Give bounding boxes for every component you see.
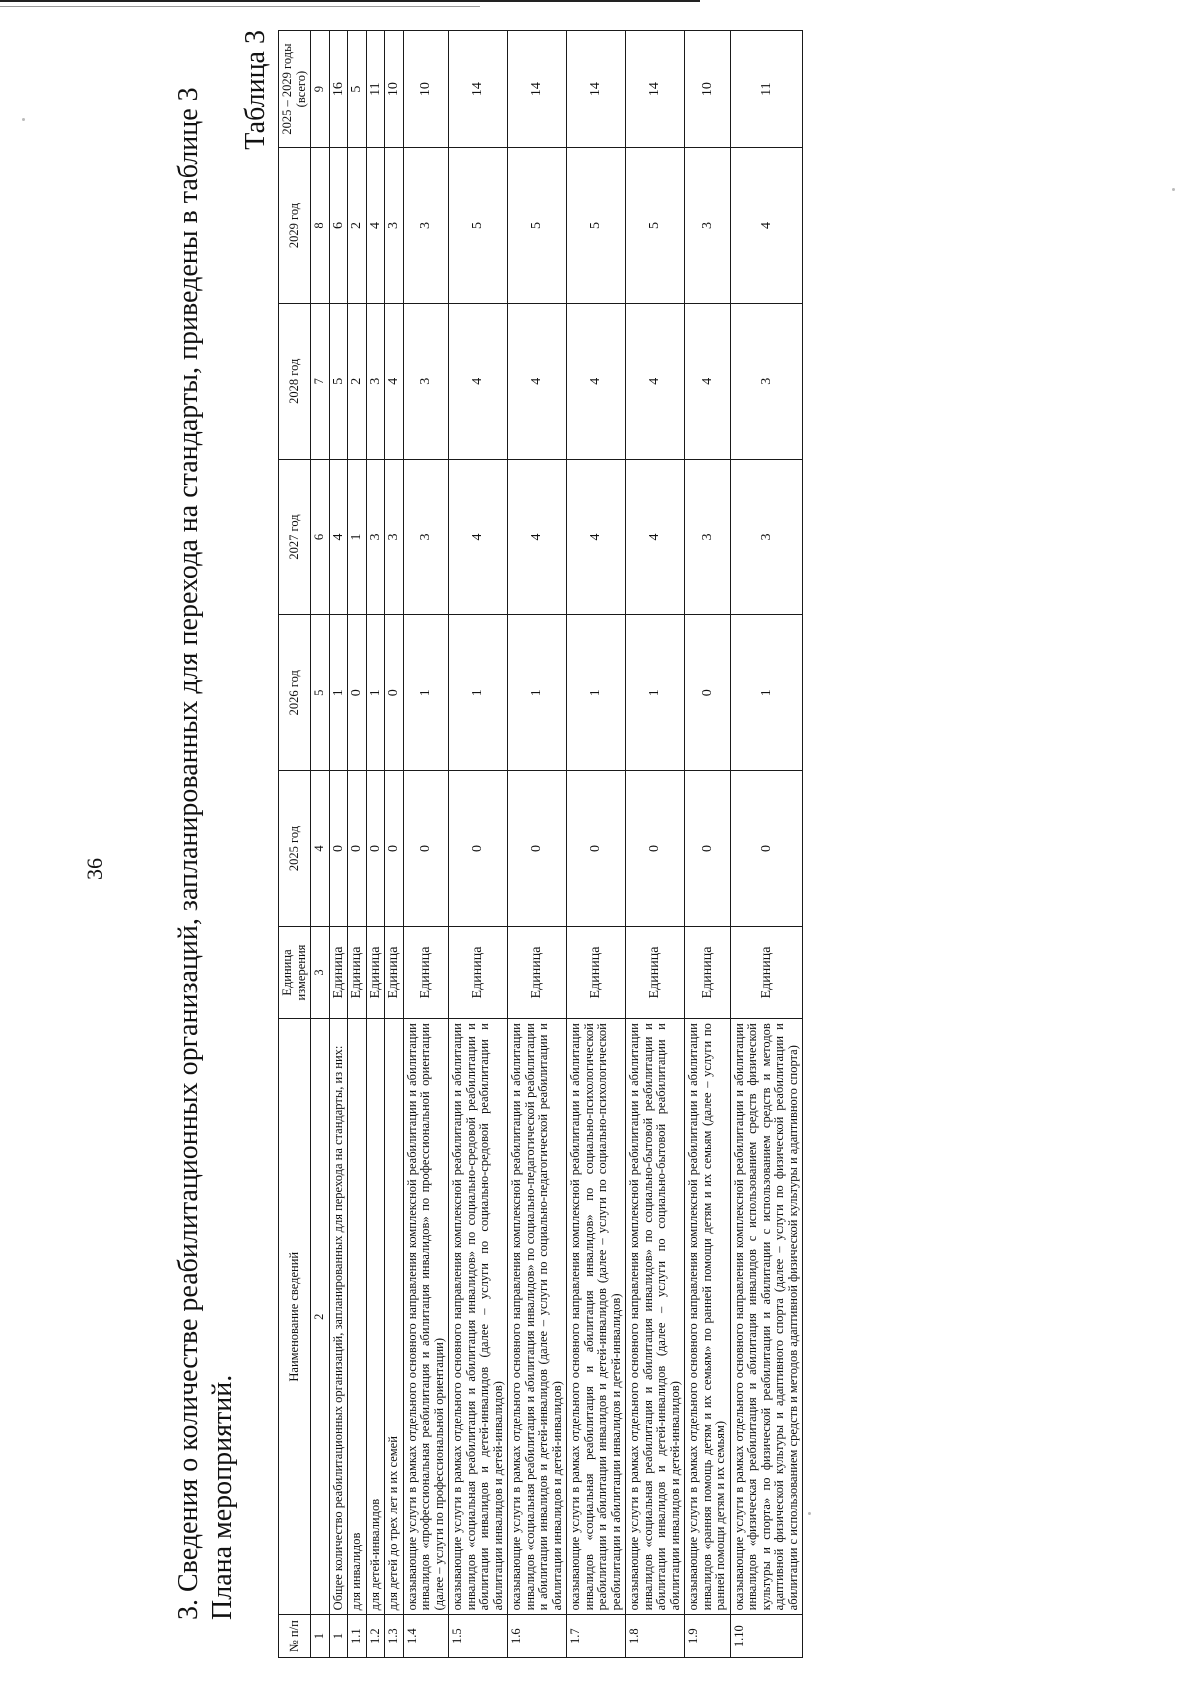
row-value-cell: 0 (403, 771, 449, 927)
row-value-cell: 0 (366, 771, 385, 927)
row-value-cell: 1 (626, 615, 685, 771)
row-value-cell: 5 (567, 148, 626, 304)
header-cell: Наименование сведений (279, 1019, 311, 1615)
row-value-cell: 4 (366, 148, 385, 304)
row-value-cell: 1 (567, 615, 626, 771)
header-cell: 2025 – 2029 годы (всего) (279, 31, 311, 148)
column-number-cell: 4 (311, 771, 330, 927)
row-value-cell: 4 (449, 303, 508, 459)
row-unit-cell: Единица (385, 926, 404, 1018)
header-cell: 2026 год (279, 615, 311, 771)
row-value-cell: 1 (403, 615, 449, 771)
row-name-cell: для детей-инвалидов (366, 1019, 385, 1615)
table-row (403, 31, 449, 1658)
row-value-cell: 1 (348, 459, 367, 615)
row-number-cell: 1.6 (508, 1615, 567, 1658)
row-value-cell: 3 (385, 459, 404, 615)
row-value-cell: 0 (449, 771, 508, 927)
row-value-cell: 3 (366, 303, 385, 459)
table-row (730, 31, 803, 1658)
row-value-cell: 5 (329, 303, 348, 459)
row-value-cell: 11 (730, 31, 803, 148)
row-value-cell: 5 (449, 148, 508, 304)
row-value-cell: 2 (348, 303, 367, 459)
table-column-number-row (311, 31, 330, 1658)
row-value-cell: 0 (626, 771, 685, 927)
table-row (626, 31, 685, 1658)
row-value-cell: 4 (626, 459, 685, 615)
row-value-cell: 4 (508, 303, 567, 459)
row-value-cell: 3 (403, 148, 449, 304)
row-value-cell: 6 (329, 148, 348, 304)
row-value-cell: 1 (508, 615, 567, 771)
row-value-cell: 3 (385, 148, 404, 304)
column-number-cell: 6 (311, 459, 330, 615)
row-value-cell: 3 (403, 303, 449, 459)
row-value-cell: 0 (348, 771, 367, 927)
row-value-cell: 4 (730, 148, 803, 304)
row-value-cell: 1 (449, 615, 508, 771)
row-value-cell: 3 (685, 459, 731, 615)
row-value-cell: 4 (626, 303, 685, 459)
row-value-cell: 5 (508, 148, 567, 304)
row-unit-cell: Единица (366, 926, 385, 1018)
row-name-cell: Общее количество реабилитационных организаций, запланированных для перехода на стандарты, из них: (329, 1019, 348, 1615)
row-number-cell: 1.1 (348, 1615, 367, 1658)
row-value-cell: 4 (385, 303, 404, 459)
row-value-cell: 4 (449, 459, 508, 615)
row-number-cell: 1.5 (449, 1615, 508, 1658)
header-cell: № п/п (279, 1615, 311, 1658)
row-value-cell: 4 (685, 303, 731, 459)
row-value-cell: 4 (329, 459, 348, 615)
row-value-cell: 0 (385, 615, 404, 771)
table-caption: Таблица 3 (240, 30, 271, 150)
header-cell: Единица измерения (279, 926, 311, 1018)
row-value-cell: 4 (508, 459, 567, 615)
row-name-cell: для детей до трех лет и их семей (385, 1019, 404, 1615)
row-value-cell: 14 (567, 31, 626, 148)
row-value-cell: 1 (366, 615, 385, 771)
row-value-cell: 10 (685, 31, 731, 148)
row-unit-cell: Единица (449, 926, 508, 1018)
page-number: 36 (82, 858, 107, 880)
header-cell: 2025 год (279, 771, 311, 927)
column-number-cell: 7 (311, 303, 330, 459)
row-number-cell: 1.8 (626, 1615, 685, 1658)
row-value-cell: 4 (567, 459, 626, 615)
table-container (278, 30, 803, 1658)
column-number-cell: 3 (311, 926, 330, 1018)
row-number-cell: 1 (329, 1615, 348, 1658)
row-value-cell: 16 (329, 31, 348, 148)
row-unit-cell: Единица (403, 926, 449, 1018)
row-unit-cell: Единица (626, 926, 685, 1018)
row-unit-cell: Единица (348, 926, 367, 1018)
section-heading: 3. Сведения о количестве реабилитационных организаций, запланированных для перехода на стандарты, приведены в таблице 3 Плана мероприятий. (173, 87, 238, 1620)
table-body (329, 31, 803, 1658)
table-row (385, 31, 404, 1658)
row-name-cell: для инвалидов (348, 1019, 367, 1615)
row-value-cell: 0 (329, 771, 348, 927)
row-value-cell: 10 (385, 31, 404, 148)
row-value-cell: 14 (449, 31, 508, 148)
row-unit-cell: Единица (329, 926, 348, 1018)
column-number-cell: 5 (311, 615, 330, 771)
table-header-row (279, 31, 311, 1658)
row-value-cell: 3 (366, 459, 385, 615)
row-number-cell: 1.2 (366, 1615, 385, 1658)
row-value-cell: 5 (626, 148, 685, 304)
row-number-cell: 1.7 (567, 1615, 626, 1658)
row-value-cell: 0 (567, 771, 626, 927)
row-value-cell: 0 (508, 771, 567, 927)
row-name-cell: оказывающие услуги в рамках отдельного основного направления комплексной реабилитации и абилитации инвалидов «профессиональная реабилитация и абилитация инвалидов» по профессиональной ориентации (далее – услуги по профессиональной ориентации) (403, 1019, 449, 1615)
row-value-cell: 3 (403, 459, 449, 615)
row-number-cell: 1.9 (685, 1615, 731, 1658)
row-value-cell: 4 (567, 303, 626, 459)
table-row (329, 31, 348, 1658)
row-value-cell: 14 (626, 31, 685, 148)
row-unit-cell: Единица (567, 926, 626, 1018)
row-unit-cell: Единица (508, 926, 567, 1018)
header-cell: 2029 год (279, 148, 311, 304)
row-value-cell: 3 (730, 303, 803, 459)
row-value-cell: 3 (685, 148, 731, 304)
row-value-cell: 0 (730, 771, 803, 927)
column-number-cell: 8 (311, 148, 330, 304)
header-cell: 2028 год (279, 303, 311, 459)
row-name-cell: оказывающие услуги в рамках отдельного основного направления комплексной реабилитации и абилитации инвалидов «ранняя помощь детям и их семьям» по ранней помощи детям и их семьям (далее – услуги по ранней помощи детям и их семьям) (685, 1019, 731, 1615)
row-name-cell: оказывающие услуги в рамках отдельного основного направления комплексной реабилитации и абилитации инвалидов «социальная реабилитация и абилитация инвалидов» по социально-средовой реабилитации и абилитации инвалидов и детей-инвалидов (далее – услуги по социально-средовой реабилитации и абилитации инвалидов и детей-инвалидов) (449, 1019, 508, 1615)
column-number-cell: 1 (311, 1615, 330, 1658)
row-value-cell: 0 (685, 615, 731, 771)
row-value-cell: 3 (730, 459, 803, 615)
row-value-cell: 5 (348, 31, 367, 148)
table-row (449, 31, 508, 1658)
row-name-cell: оказывающие услуги в рамках отдельного основного направления комплексной реабилитации и абилитации инвалидов «социальная реабилитация и абилитация инвалидов» по социально-психологической реабилитации и абилитации инвалидов и детей-инвалидов (далее – услуги по социально-психологической реабилитации и абилитации инвалидов и детей-инвалидов) (567, 1019, 626, 1615)
row-name-cell: оказывающие услуги в рамках отдельного основного направления комплексной реабилитации и абилитации инвалидов «социальная реабилитация и абилитация инвалидов» по социально-педагогической реабилитации и абилитации инвалидов и детей-инвалидов (далее – услуги по социально-педагогической реабилитации и абилитации инвалидов и детей-инвалидов) (508, 1019, 567, 1615)
row-value-cell: 2 (348, 148, 367, 304)
table-row (685, 31, 731, 1658)
column-number-cell: 9 (311, 31, 330, 148)
column-number-cell: 2 (311, 1019, 330, 1615)
row-name-cell: оказывающие услуги в рамках отдельного основного направления комплексной реабилитации и абилитации инвалидов «физическая реабилитация и абилитация инвалидов с использованием средств физической культуры и спорта» по физической реабилитации и абилитации с использованием средств и методов адаптивной физической культуры и адаптивного спорта (далее – услуги по физической реабилитации и абилитации с использованием средств и методов адаптивной физической культуры и адаптивного спорта) (730, 1019, 803, 1615)
table-row (348, 31, 367, 1658)
row-value-cell: 0 (385, 771, 404, 927)
organizations-table (278, 30, 803, 1658)
row-value-cell: 0 (685, 771, 731, 927)
table-row (567, 31, 626, 1658)
table-row (508, 31, 567, 1658)
row-value-cell: 0 (348, 615, 367, 771)
row-value-cell: 10 (403, 31, 449, 148)
row-value-cell: 1 (329, 615, 348, 771)
row-value-cell: 14 (508, 31, 567, 148)
row-value-cell: 11 (366, 31, 385, 148)
header-cell: 2027 год (279, 459, 311, 615)
row-number-cell: 1.3 (385, 1615, 404, 1658)
row-value-cell: 1 (730, 615, 803, 771)
row-unit-cell: Единица (730, 926, 803, 1018)
row-number-cell: 1.10 (730, 1615, 803, 1658)
row-name-cell: оказывающие услуги в рамках отдельного основного направления комплексной реабилитации и абилитации инвалидов «социальная реабилитация и абилитация инвалидов» по социально-бытовой реабилитации и абилитации инвалидов и детей-инвалидов (далее – услуги по социально-бытовой реабилитации и абилитации инвалидов и детей-инвалидов) (626, 1019, 685, 1615)
row-number-cell: 1.4 (403, 1615, 449, 1658)
table-row (366, 31, 385, 1658)
row-unit-cell: Единица (685, 926, 731, 1018)
